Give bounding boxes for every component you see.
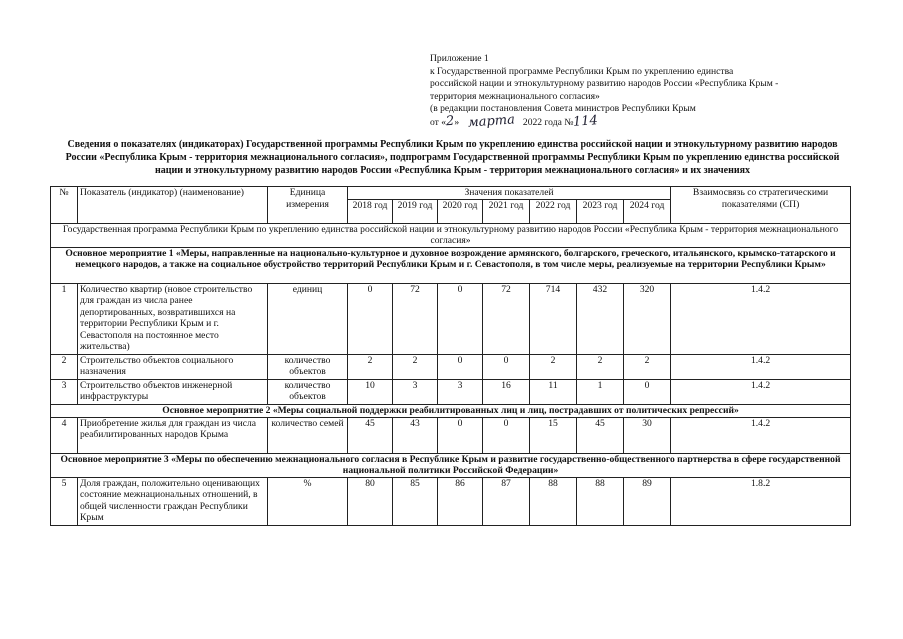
row-value: 80 — [348, 477, 393, 525]
handwritten-month: марта — [467, 111, 515, 131]
row-number: 1 — [51, 283, 78, 354]
row-value: 88 — [577, 477, 624, 525]
row-value: 714 — [530, 283, 577, 354]
year-header: 2018 год — [348, 199, 393, 223]
row-value: 85 — [393, 477, 438, 525]
row-link: 1.4.2 — [671, 354, 851, 379]
row-value: 0 — [438, 417, 483, 453]
row-value: 89 — [624, 477, 671, 525]
row-value: 45 — [577, 417, 624, 453]
col-link: Взаимосвязь со стратегическими показателями (СП) — [671, 187, 851, 224]
row-link: 1.4.2 — [671, 379, 851, 404]
row-indicator: Строительство объектов социального назначения — [78, 354, 268, 379]
row-value: 11 — [530, 379, 577, 404]
table-row — [51, 477, 851, 525]
program-row — [51, 223, 851, 247]
table-row — [51, 417, 851, 453]
row-value: 0 — [438, 354, 483, 379]
row-indicator: Строительство объектов инженерной инфраструктуры — [78, 379, 268, 404]
row-value: 1 — [577, 379, 624, 404]
row-value: 87 — [483, 477, 530, 525]
row-value: 0 — [348, 283, 393, 354]
header-line: (в редакции постановления Совета министров Республики Крым — [430, 103, 696, 114]
header-line: к Государственной программе Республики Крым по укреплению единства — [430, 65, 734, 77]
row-value: 15 — [530, 417, 577, 453]
handwritten-number: 114 — [572, 112, 599, 130]
appendix-header — [430, 53, 850, 129]
row-value: 320 — [624, 283, 671, 354]
row-value: 88 — [530, 477, 577, 525]
row-value: 0 — [483, 417, 530, 453]
col-indicator: Показатель (индикатор) (наименование) — [78, 187, 268, 224]
row-value: 2 — [577, 354, 624, 379]
row-value: 16 — [483, 379, 530, 404]
col-values: Значения показателей — [348, 187, 671, 200]
indicators-table — [50, 186, 851, 526]
row-value: 3 — [393, 379, 438, 404]
table-row — [51, 283, 851, 354]
row-value: 2 — [624, 354, 671, 379]
row-unit: количество объектов — [268, 379, 348, 404]
row-number: 5 — [51, 477, 78, 525]
row-value: 72 — [483, 283, 530, 354]
row-value: 0 — [624, 379, 671, 404]
program-title: Государственная программа Республики Крым по укреплению единства российской нации и этнокультурному развитию народов России «Республика Крым - территория межнационального согласия» — [51, 223, 851, 247]
year-header: 2020 год — [438, 199, 483, 223]
row-value: 72 — [393, 283, 438, 354]
table-header-row — [51, 187, 851, 200]
row-number: 3 — [51, 379, 78, 404]
section-row — [51, 404, 851, 417]
header-line: территория межнационального согласия» — [430, 90, 600, 102]
section-row — [51, 453, 851, 477]
event-2-title: Основное мероприятие 2 «Меры социальной поддержки реабилитированных лиц и лиц, пострадавших от политических репрессий» — [51, 404, 851, 417]
col-number: № — [51, 187, 78, 224]
row-value: 432 — [577, 283, 624, 354]
row-link: 1.4.2 — [671, 417, 851, 453]
year-header: 2021 год — [483, 199, 530, 223]
row-unit: количество объектов — [268, 354, 348, 379]
row-value: 2 — [393, 354, 438, 379]
row-value: 0 — [438, 283, 483, 354]
row-value: 10 — [348, 379, 393, 404]
row-unit: % — [268, 477, 348, 525]
year-header: 2022 год — [530, 199, 577, 223]
document-title: Сведения о показателях (индикаторах) Государственной программы Республики Крым по укреплению единства российской нации и этнокультурному развитию народов России «Республика Крым - территория межнационального согласия», подпрограмм Государственной программы Республики Крым по укреплению единства российской нации и этнокультурному развитию народов России «Республика Крым - территория межнационального согласия» и их значениях — [65, 139, 840, 177]
row-number: 4 — [51, 417, 78, 453]
row-unit: количество семей — [268, 417, 348, 453]
row-value: 2 — [348, 354, 393, 379]
section-row — [51, 247, 851, 283]
row-value: 2 — [530, 354, 577, 379]
row-number: 2 — [51, 354, 78, 379]
event-1-title: Основное мероприятие 1 «Меры, направленные на национально-культурное и духовное возрождение армянского, болгарского, греческого, итальянского, крымско-татарского и немецкого народов, а также на социальное обустройство территорий Республики Крым и г. Севастополя, в том числе меры, реализуемые на территории Республики Крым» — [51, 247, 851, 283]
row-link: 1.4.2 — [671, 283, 851, 354]
row-value: 45 — [348, 417, 393, 453]
year-header: 2019 год — [393, 199, 438, 223]
header-line: Приложение 1 — [430, 53, 489, 64]
row-value: 3 — [438, 379, 483, 404]
row-value: 30 — [624, 417, 671, 453]
row-unit: единиц — [268, 283, 348, 354]
row-value: 43 — [393, 417, 438, 453]
table-row — [51, 379, 851, 404]
row-indicator: Доля граждан, положительно оценивающих состояние межнациональных отношений, в общей численности граждан Республики Крым — [78, 477, 268, 525]
year-header: 2023 год — [577, 199, 624, 223]
header-line: российской нации и этнокультурному развитию народов России «Республика Крым - — [430, 78, 779, 89]
col-unit: Единица измерения — [268, 187, 348, 224]
handwritten-day: 2 — [445, 113, 455, 129]
row-indicator: Количество квартир (новое строительство для граждан из числа ранее депортированных, возвратившихся на территории Республики Крым и г. Севастополя на постоянное место жительства) — [78, 283, 268, 354]
event-3-title: Основное мероприятие 3 «Меры по обеспечению межнационального согласия в Республике Крым и развитие государственно-общественного партнерства в сфере государственной национальной политики Российской Федерации» — [51, 453, 851, 477]
table-row — [51, 354, 851, 379]
year-header: 2024 год — [624, 199, 671, 223]
row-value: 86 — [438, 477, 483, 525]
row-indicator: Приобретение жилья для граждан из числа реабилитированных народов Крыма — [78, 417, 268, 453]
row-link: 1.8.2 — [671, 477, 851, 525]
header-date-line: от «2» марта 2022 года №114 — [430, 111, 599, 131]
row-value: 0 — [483, 354, 530, 379]
